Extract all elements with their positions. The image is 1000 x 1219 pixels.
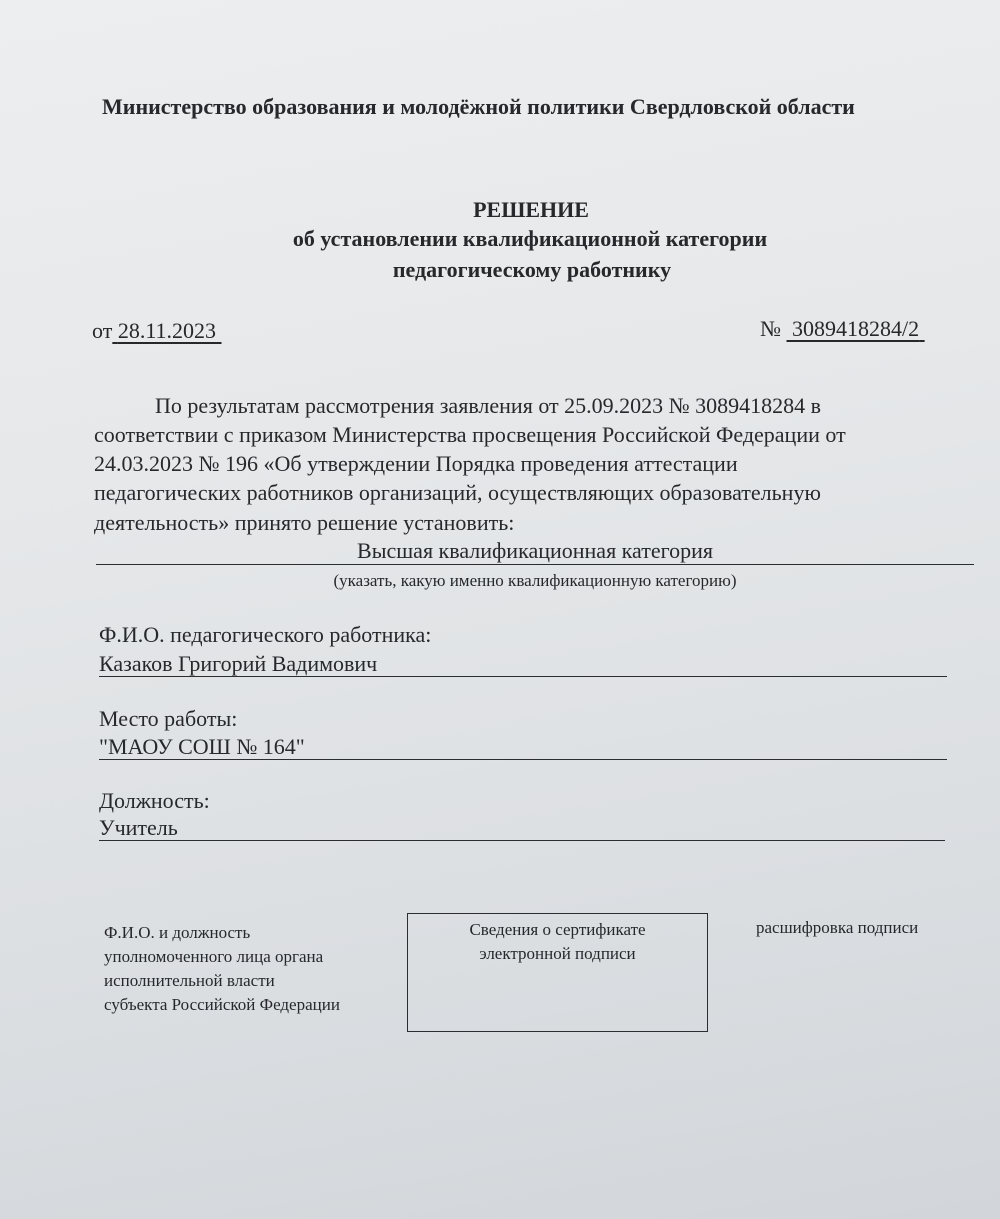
document-title: РЕШЕНИЕ	[473, 197, 589, 222]
teacher-name-underline	[99, 676, 947, 677]
official-info	[104, 921, 340, 1017]
decision-number	[760, 316, 925, 342]
workplace-underline	[99, 759, 947, 760]
category-underline	[96, 564, 974, 565]
official-info-line: Ф.И.О. и должность	[104, 923, 251, 942]
teacher-name-value: Казаков Григорий Вадимович	[99, 651, 378, 676]
teacher-name-label: Ф.И.О. педагогического работника:	[99, 622, 432, 647]
certificate-info-line: электронной подписи	[479, 944, 636, 963]
workplace-label: Место работы:	[99, 706, 238, 731]
category-hint: (указать, какую именно квалификационную категорию)	[333, 571, 737, 590]
certificate-info-line: Сведения о сертификате	[469, 920, 646, 939]
workplace-value: "МАОУ СОШ № 164"	[99, 734, 305, 759]
body-text-line: педагогических работников организаций, осуществляющих образовательную	[94, 480, 821, 505]
date-value: 28.11.2023	[117, 318, 217, 343]
body-text-line: По результатам рассмотрения заявления от 25.09.2023 № 3089418284 в	[155, 393, 822, 418]
official-info-line: исполнительной власти	[104, 971, 275, 990]
official-info-line: уполномоченного лица органа	[104, 947, 324, 966]
ministry-header: Министерство образования и молодёжной политики Свердловской области	[102, 94, 855, 119]
decision-date	[92, 318, 222, 344]
number-prefix: №	[760, 316, 781, 341]
document-subtitle-line2: педагогическому работнику	[392, 257, 672, 282]
position-underline	[99, 840, 945, 841]
qualification-category: Высшая квалификационная категория	[357, 538, 713, 563]
body-text-line: соответствии с приказом Министерства просвещения Российской Федерации от	[94, 422, 846, 447]
number-value: 3089418284/2	[792, 316, 920, 341]
body-text-line: деятельность» принято решение установить:	[94, 510, 515, 535]
position-value: Учитель	[99, 815, 178, 840]
certificate-info	[408, 918, 707, 966]
document-subtitle-line1: об установлении квалификационной категории	[292, 226, 768, 251]
certificate-box	[407, 913, 708, 1032]
position-label: Должность:	[99, 788, 210, 813]
date-prefix: от	[92, 318, 113, 343]
signature-decoding: расшифровка подписи	[756, 918, 919, 937]
official-info-line: субъекта Российской Федерации	[104, 995, 340, 1014]
body-text-line: 24.03.2023 № 196 «Об утверждении Порядка проведения аттестации	[94, 451, 738, 476]
